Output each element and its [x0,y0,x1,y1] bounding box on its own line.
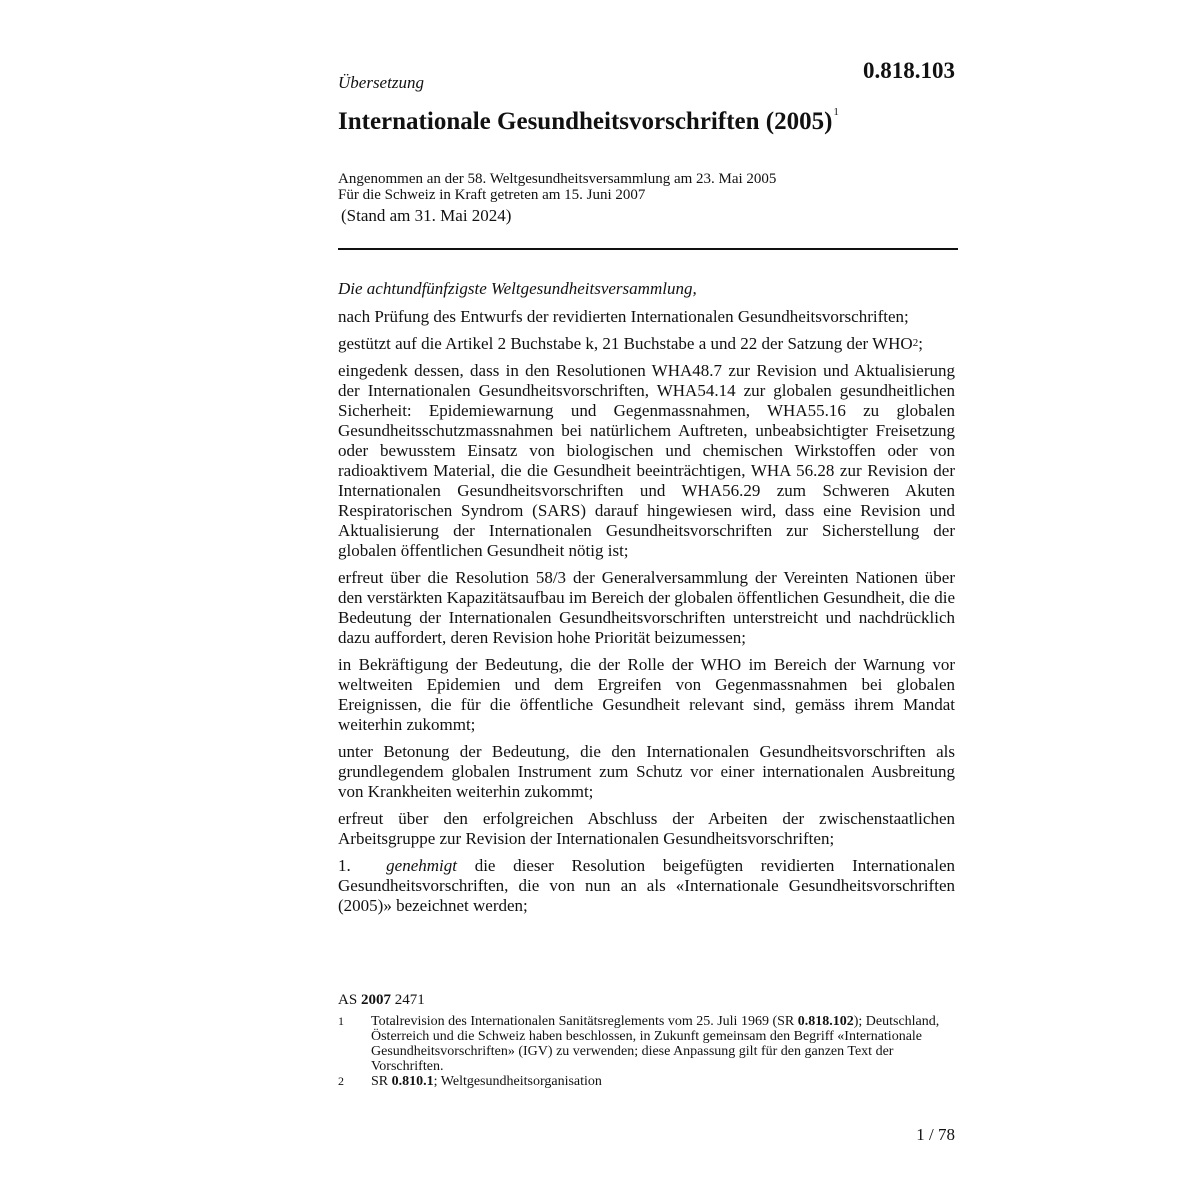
sr-number: 0.818.103 [863,58,955,83]
preamble-intro: Die achtundfünfzigste Weltgesundheitsversammlung, [338,279,697,298]
footnote-sr-link[interactable]: 0.810.1 [391,1074,434,1089]
footnote-prefix: SR [371,1074,392,1089]
page-title [338,108,839,136]
footnote-1 [338,1014,948,1074]
footnote-text [371,1014,948,1074]
preamble-paragraph-end: ; [918,334,923,353]
adopted-date: Angenommen an der 58. Weltgesundheitsversammlung am 23. Mai 2005 [338,171,777,187]
preamble-paragraph: eingedenk dessen, dass in den Resolutionen WHA48.7 zur Revision und Aktualisierung der Internationalen Gesundheitsvorschriften, WHA54.14 zur globalen gesundheitlichen Sicherheit: Epidemiewarnung und Gegenmassnahmen, WHA55.16 zu globalen Gesundheitsschutzmassnahmen bei natürlichem Auftreten, unbeabsichtigter Freisetzung oder bewusstem Einsatz von biologischen und chemischen Wirkstoffen oder von radioaktivem Material, die die Gesundheit beeinträchtigen, WHA 56.28 zur Revision der Internationalen Gesundheitsvorschriften und WHA56.29 zum Schweren Akuten Respiratorischen Syndrom (SARS) darauf hingewiesen wird, dass eine Revision und Aktualisierung der Internationalen Gesundheitsvorschriften zur Sicherstellung der globalen öffentlichen Gesundheit nötig ist; [338,361,955,560]
resolution-item-verb: genehmigt [386,856,457,875]
title-footnote-ref[interactable]: 1 [833,106,839,118]
preamble-paragraph: unter Betonung der Bedeutung, die den Internationalen Gesundheitsvorschriften als grundlegendem globalen Instrument zum Schutz vor einer internationalen Ausbreitung von Krankheiten weiterhin zukommt; [338,742,955,801]
footnote-text-b: ; Weltgesundheitsorganisation [433,1074,602,1089]
resolution-item-number: 1. [338,856,351,875]
as-year: 2007 [360,992,391,1008]
official-compilation-ref [338,992,425,1009]
preamble-paragraph-text: gestützt auf die Artikel 2 Buchstabe k, 21 Buchstabe a und 22 der Satzung der WHO [338,334,913,353]
as-page: 2471 [390,992,425,1008]
footnote-mark: 2 [338,1074,344,1088]
footnote-text-a: Totalrevision des Internationalen Sanitätsreglements vom 25. Juli 1969 (SR [371,1014,798,1029]
preamble [338,279,955,923]
footnote-text-b: ); Deutschland, Österreich und die Schweiz haben beschlossen, in Zukunft gemeinsam den Begriff «Internationale Gesundheitsvorschriften» (IGV) zu verwenden; diese Anpassung gilt für den ganzen Text der Vorschriften. [371,1014,940,1074]
page-title-text: Internationale Gesundheitsvorschriften (2005) [338,108,833,135]
status-date: (Stand am 31. Mai 2024) [341,206,512,225]
header-divider [338,248,958,250]
preamble-paragraph: in Bekräftigung der Bedeutung, die der Rolle der WHO im Bereich der Warnung vor weltweiten Epidemien und dem Ergreifen von Gegenmassnahmen bei globalen Ereignissen, die für die öffentliche Gesundheit relevant sind, gemäss ihrem Mandat weiterhin zukommt; [338,655,955,734]
footnote-text [371,1074,948,1089]
preamble-paragraph: erfreut über die Resolution 58/3 der Generalversammlung der Vereinten Nationen über den verstärkten Kapazitätsaufbau im Bereich der globalen öffentlichen Gesundheit, die die Bedeutung der Internationalen Gesundheitsvorschriften unterstreicht und nachdrücklich dazu auffordert, deren Revision hohe Priorität beizumessen; [338,568,955,647]
preamble-paragraph [338,334,955,354]
document-meta [338,171,776,224]
translation-label: Übersetzung [338,73,424,92]
in-force-date: Für die Schweiz in Kraft getreten am 15. Juni 2007 [338,187,646,203]
footnote-2 [338,1074,948,1089]
footnotes [338,1014,948,1089]
resolution-item [338,856,955,916]
footnote-mark: 1 [338,1014,344,1028]
page-number: 1 / 78 [916,1125,955,1144]
preamble-paragraph: nach Prüfung des Entwurfs der revidierten Internationalen Gesundheitsvorschriften; [338,307,909,326]
as-prefix: AS [338,992,361,1008]
preamble-paragraph: erfreut über den erfolgreichen Abschluss der Arbeiten der zwischenstaatlichen Arbeitsgruppe zur Revision der Internationalen Gesundheitsvorschriften; [338,809,955,848]
footnote-sr-link[interactable]: 0.818.102 [797,1014,854,1029]
footnote-ref[interactable]: 2 [912,337,919,349]
resolution-item-text: die dieser Resolution beigefügten revidierten Internationalen Gesundheitsvorschriften, die von nun an als «Internationale Gesundheitsvorschriften (2005)» bezeichnet werden; [338,856,955,915]
